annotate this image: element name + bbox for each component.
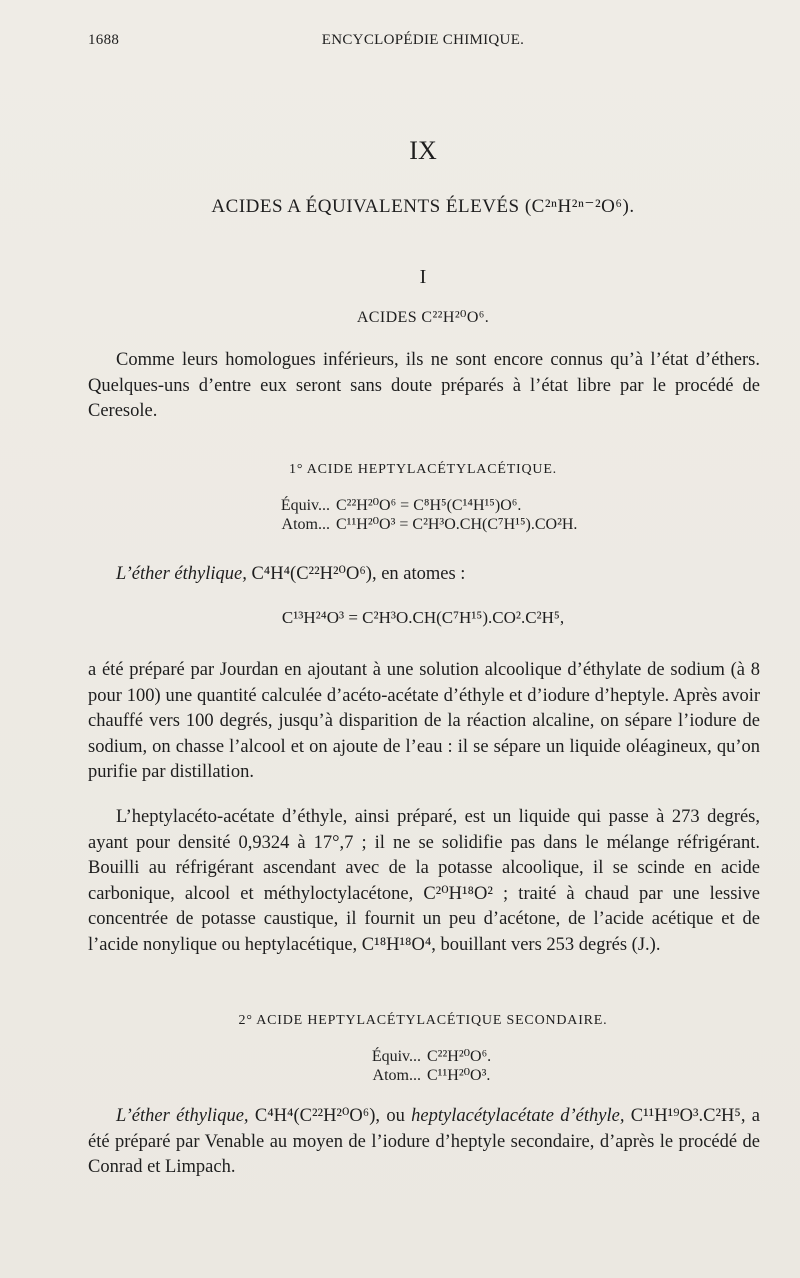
formula-equiv-row <box>238 496 577 515</box>
preparation-paragraph: a été préparé par Jourdan en ajoutant à une solution alcoolique d’éthylate de sodium (à 8 pour 100) une quantité calculée d’acéto-acétate d’éthyle et d’iodure d’heptyle. Après avoir chauffé vers 100 degrés, jusqu’à disparition de la réaction alcaline, on sépare l’iodure de sodium, on chasse l’alcool et on ajoute de l’eau : il se sépare un liquide oléagineux, qu’on purifie par distillation. <box>88 660 760 782</box>
ether-italic: L’éther éthylique, <box>116 1106 249 1126</box>
formula-equiv-row <box>333 1047 491 1066</box>
section-number: I <box>419 266 427 288</box>
ether-italic: L’éther éthylique, <box>116 564 247 584</box>
equiv-formula: C²²H²⁰O⁶ = C⁸H⁵(C¹⁴H¹⁵)O⁶. <box>336 497 522 514</box>
properties-text: L’heptylacéto-acétate d’éthyle, ainsi préparé, est un liquide qui passe à 273 degrés, ayant pour densité 0,9324 à 17°,7 ; il ne se solidifie pas dans le mélange réfrigérant. Bouilli au réfrigérant ascendant avec de la potasse alcoolique, il se scinde en acide carbonique, alcool et méthyloctylacétone, C²⁰H¹⁸O² ; traité à chaud par une lessive concentrée de potasse caustique, il fournit un peu d’acétone, de l’acide acétique et de l’acide nonylique ou heptylacétique, C¹⁸H¹⁸O⁴, bouillant vers 253 degrés (J.). <box>88 807 760 955</box>
properties-paragraph <box>88 805 760 958</box>
formula-atom-row <box>333 1066 491 1085</box>
atom-label: Atom... <box>372 1067 421 1084</box>
equiv-label: Équiv... <box>280 497 330 514</box>
atom-label: Atom... <box>281 516 330 533</box>
ether-rest: C⁴H⁴(C²²H²⁰O⁶), en atomes : <box>246 564 466 584</box>
intro-paragraph <box>88 348 760 425</box>
atom-formula: C¹¹H²⁰O³ = C²H³O.CH(C⁷H¹⁵).CO²H. <box>336 516 578 533</box>
ether-intro-line <box>88 562 760 588</box>
secondary-ether-paragraph <box>88 1104 760 1181</box>
heading-secondary-acid: 2° ACIDE HEPTYLACÉTYLACÉTIQUE SECONDAIRE. <box>238 1013 608 1028</box>
formula-block-1 <box>238 496 577 534</box>
atom-formula: C¹¹H²⁰O³. <box>427 1067 491 1084</box>
equiv-formula: C²²H²⁰O⁶. <box>427 1048 492 1065</box>
ether-formula: C¹³H²⁴O³ = C²H³O.CH(C⁷H¹⁵).CO².C²H⁵, <box>281 608 565 627</box>
running-title: ENCYCLOPÉDIE CHIMIQUE. <box>321 32 525 48</box>
formula-block-2 <box>333 1047 491 1085</box>
section-title: ACIDES C²²H²⁰O⁶. <box>356 309 490 326</box>
intro-text: Comme leurs homologues inférieurs, ils ne sont encore connus qu’à l’état d’éthers. Quelques-uns d’entre eux seront sans doute préparés à l’état libre par le procédé de Ceresole. <box>88 350 760 421</box>
heading-heptylacetylacetique: 1° ACIDE HEPTYLACÉTYLACÉTIQUE. <box>289 462 557 477</box>
secondary-ether-text: C¹¹H¹⁹O³.C²H⁵, a été préparé par Venable au moyen de l’iodure d’heptyle secondaire, d’après le procédé de Conrad et Limpach. <box>88 1106 760 1177</box>
chapter-title: ACIDES A ÉQUIVALENTS ÉLEVÉS (C²ⁿH²ⁿ⁻²O⁶). <box>211 196 635 217</box>
equiv-label: Équiv... <box>371 1048 421 1065</box>
ether-formula-inline: C⁴H⁴(C²²H²⁰O⁶), ou <box>248 1106 412 1126</box>
chapter-number: IX <box>409 136 437 165</box>
ester-name-italic: heptylacétylacétate d’éthyle, <box>411 1106 625 1126</box>
formula-atom-row <box>238 515 577 534</box>
page-number: 1688 <box>88 32 120 48</box>
